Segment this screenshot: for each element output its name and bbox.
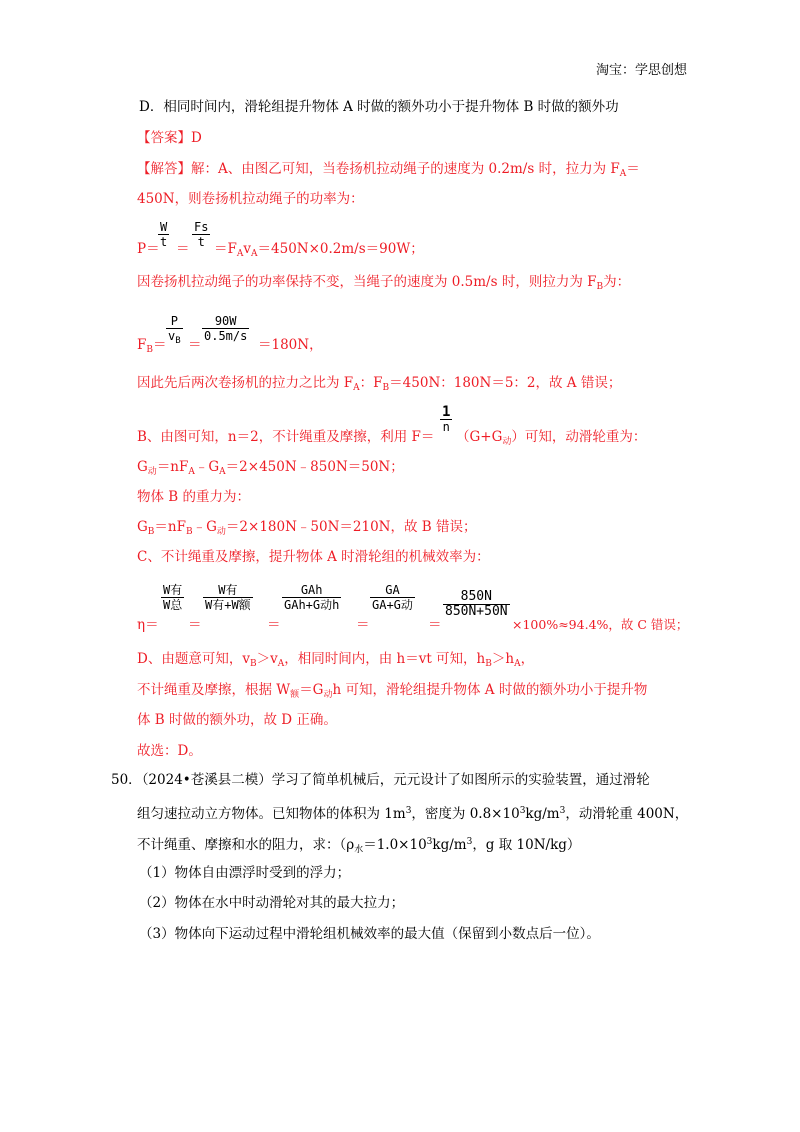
question-50-part3: （3）物体向下运动过程中滑轮组机械效率的最大值（保留到小数点后一位）。 <box>139 926 600 942</box>
text: 因卷扬机拉动绳子的功率保持不变，当绳子的速度为 0.5m/s 时，则拉力为 F <box>137 274 597 290</box>
solution-b-line1-tail <box>456 428 646 451</box>
question-50-part2: （2）物体在水中时动滑轮对其的最大拉力； <box>139 895 405 911</box>
solution-a-line3 <box>137 273 630 296</box>
equals: ＝ <box>188 617 202 633</box>
text: 解：A、由图乙可知，当卷扬机拉动绳子的速度为 0.2m/s 时，拉力为 F <box>191 161 620 177</box>
question-50-line1 <box>111 771 650 789</box>
text: ＝2×180N﹣50N＝210N，故 B 错误； <box>225 519 477 535</box>
fraction-p-over-vb <box>166 314 183 348</box>
text: ＝ <box>626 161 640 177</box>
sub: B <box>146 345 153 355</box>
sub: A <box>219 467 226 477</box>
sub: A <box>251 249 258 259</box>
text: ＝nF <box>154 519 186 535</box>
text: h 可知，滑轮组提升物体 A 时做的额外功小于提升物 <box>332 682 648 698</box>
text: ＞v <box>256 651 278 667</box>
solution-a-line4 <box>137 374 621 397</box>
equals: ＝ <box>188 337 202 353</box>
numerator: 90W <box>214 314 237 328</box>
text: ，动滑轮重 400N， <box>565 806 689 822</box>
text: ＝2×450N﹣850N＝50N； <box>225 459 404 475</box>
sub: A <box>514 659 521 669</box>
text: kg/m <box>525 806 560 822</box>
text: ，相同时间内，由 h＝vt 可知，h <box>284 651 486 667</box>
text: ＝1.0×10 <box>363 837 427 853</box>
sub: B <box>485 659 492 669</box>
denominator: n <box>440 419 452 434</box>
solution-b-line1: B、由图可知，n＝2，不计绳重及摩擦，利用 F＝ <box>137 429 435 445</box>
eta-fraction-4 <box>370 583 415 612</box>
text: ﹣G <box>192 519 217 535</box>
text: ﹣G <box>194 459 220 475</box>
sub: A <box>188 467 195 477</box>
question-50-line3 <box>137 833 580 859</box>
text: ， <box>520 651 535 667</box>
sub: 水 <box>354 845 364 855</box>
answer-value: D <box>191 130 202 146</box>
sub: B <box>249 659 257 669</box>
text: ＝F <box>214 241 237 257</box>
text: ，g 取 10N/kg） <box>472 837 581 853</box>
text: ＝450N×0.2m/s＝90W； <box>257 241 424 257</box>
sub: B <box>147 527 155 537</box>
eta-fraction-1 <box>161 583 184 612</box>
fraction-90w-over-speed <box>202 314 249 343</box>
eta-result: ×100%≈94.4%，故 C 错误； <box>512 617 689 632</box>
text: ＝ <box>153 337 167 353</box>
numerator: 1 <box>442 404 451 420</box>
question-50-line2 <box>137 802 688 823</box>
fb-result: ＝180N， <box>258 337 323 353</box>
numerator: P <box>170 314 178 328</box>
superscript: 3 <box>519 806 526 816</box>
solution-b-line4 <box>137 518 476 541</box>
sub: B <box>382 383 390 393</box>
text: F <box>137 337 147 353</box>
numerator: W有 <box>218 583 238 597</box>
solution-choose: 故选：D。 <box>137 743 202 759</box>
power-result: $=F_Av_A=450N\times 0.2m/s=90W$； <box>214 241 424 259</box>
text: kg/m <box>432 837 467 853</box>
option-d: D．相同时间内，滑轮组提升物体 A 时做的额外功小于提升物体 B 时做的额外功 <box>139 99 619 115</box>
solution-d-line1 <box>137 650 534 673</box>
superscript: 3 <box>405 806 412 816</box>
solution-d-line2 <box>137 681 647 704</box>
answer-line <box>137 129 202 147</box>
denominator <box>166 328 183 348</box>
solution-a-line1 <box>137 160 640 183</box>
text: ＞h <box>491 651 515 667</box>
numerator: GA <box>385 583 400 597</box>
numerator: 850N <box>460 589 492 604</box>
sub: 动 <box>147 467 157 477</box>
text: v <box>168 329 176 343</box>
header-source: 淘宝：学思创想 <box>596 63 688 78</box>
denominator: 0.5m/s <box>204 329 248 343</box>
answer-label: 【答案】 <box>137 130 191 146</box>
sub: 动 <box>216 527 226 537</box>
sub: 动 <box>502 437 512 447</box>
question-50-part1: （1）物体自由漂浮时受到的浮力； <box>139 865 351 881</box>
fraction-w-over-t <box>158 220 169 249</box>
sub: 动 <box>323 690 333 700</box>
superscript: 3 <box>559 806 566 816</box>
solution-b-line3: 物体 B 的重力为： <box>137 489 251 505</box>
denominator: t <box>160 235 168 249</box>
sub: 额 <box>290 690 300 700</box>
text: 组匀速拉动立方物体。已知物体的体积为 1m <box>137 806 406 822</box>
numerator: W <box>160 220 168 234</box>
solution-b-line2 <box>137 458 404 481</box>
eta-fraction-5 <box>443 590 510 619</box>
sub: A <box>619 169 627 179</box>
equals: ＝ <box>428 617 442 633</box>
superscript: 3 <box>466 837 473 847</box>
question-number: 50． <box>111 772 142 788</box>
numerator: GAh <box>300 583 323 597</box>
text: 为： <box>603 274 631 290</box>
text: ：F <box>359 375 383 391</box>
numerator: Fs <box>194 220 209 234</box>
text: P＝ <box>137 241 160 257</box>
solution-a-line2: 450N，则卷扬机拉动绳子的功率为： <box>137 191 364 207</box>
denominator: W总 <box>163 598 183 612</box>
denominator: GA+G动 <box>372 598 413 612</box>
power-formula <box>137 240 160 258</box>
equals: ＝ <box>176 241 190 257</box>
text: ＝nF <box>156 459 189 475</box>
equals: ＝ <box>356 617 370 633</box>
text: （2024•苍溪县二模）学习了简单机械后，元元设计了如图所示的实验装置，通过滑轮 <box>141 772 650 788</box>
text: 不计绳重、摩擦和水的阻力，求：（ρ <box>137 837 355 853</box>
equals: ＝ <box>267 617 281 633</box>
eta-prefix: η＝ <box>137 617 159 633</box>
text: D、由题意可知，v <box>137 651 250 667</box>
eta-fraction-3 <box>282 583 341 612</box>
sub: A <box>277 659 285 669</box>
solution-label: 【解答】 <box>137 161 191 177</box>
numerator: W有 <box>163 583 183 597</box>
solution-d-line3: 体 B 时做的额外功，故 D 正确。 <box>137 712 337 728</box>
fraction-1-over-n <box>440 405 452 434</box>
text: ＝G <box>299 682 324 698</box>
text: ，密度为 0.8×10 <box>411 806 520 822</box>
denominator: GAh+G动h <box>284 598 340 612</box>
fraction-fs-over-t <box>192 220 210 249</box>
denominator: 850N+50N <box>445 604 508 619</box>
text: ＝450N：180N＝5：2，故 A 错误； <box>389 375 622 391</box>
text: 不计绳重及摩擦，根据 W <box>137 682 291 698</box>
text: 因此先后两次卷扬机的拉力之比为 F <box>137 375 354 391</box>
sub: B <box>175 336 181 346</box>
sub: A <box>236 249 244 259</box>
text: ）可知，动滑轮重为： <box>511 429 647 445</box>
text: G <box>137 519 148 535</box>
eta-fraction-2 <box>203 583 253 612</box>
text: （G+G <box>456 429 503 445</box>
fb-formula <box>137 336 167 359</box>
denominator: W有+W额 <box>205 598 251 612</box>
sub: B <box>185 527 193 537</box>
denominator: t <box>192 234 210 249</box>
superscript: 3 <box>426 837 433 847</box>
sub: A <box>353 383 360 393</box>
text: G <box>137 459 148 475</box>
sub: B <box>596 282 604 292</box>
solution-c-line1: C、不计绳重及摩擦，提升物体 A 时滑轮组的机械效率为： <box>137 549 490 565</box>
